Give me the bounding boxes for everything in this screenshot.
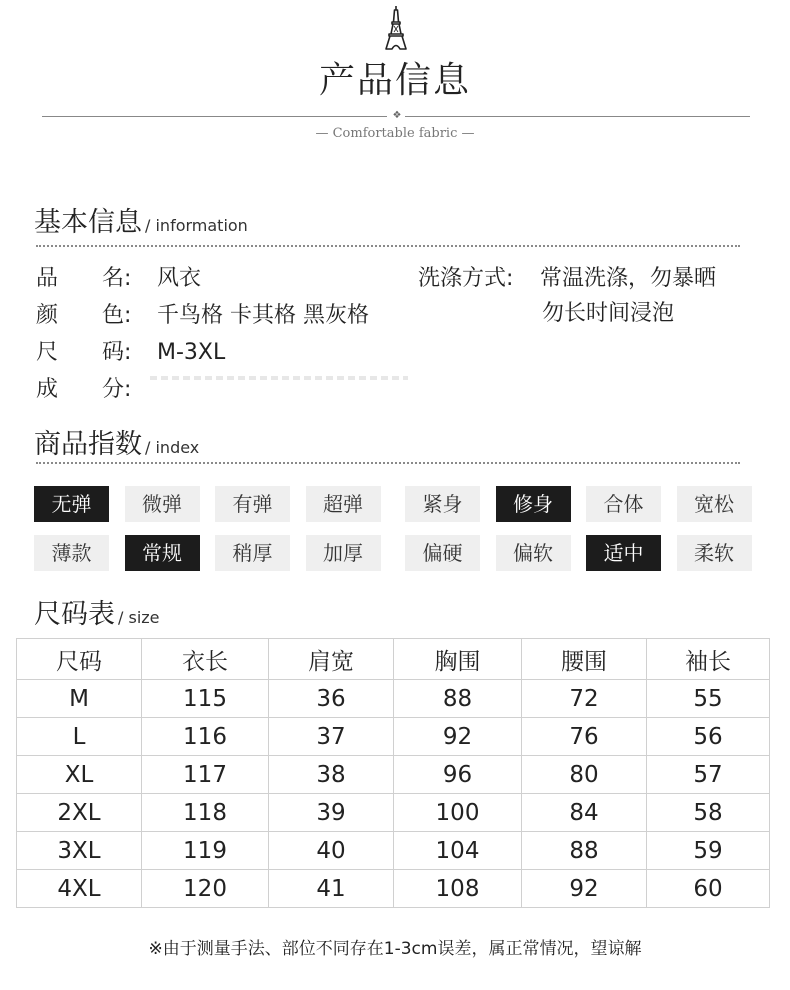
wash-label: 洗涤方式: xyxy=(418,266,514,291)
section-title-basic-en: / information xyxy=(145,216,248,235)
table-cell: 56 xyxy=(647,718,770,756)
option-fit-0: 紧身 xyxy=(405,486,480,522)
wash-value-line2: 勿长时间浸泡 xyxy=(542,301,675,326)
option-elasticity-0: 无弹 xyxy=(34,486,109,522)
table-cell: 80 xyxy=(522,756,647,794)
table-row xyxy=(17,718,770,756)
section-title-index-en: / index xyxy=(145,438,200,457)
divider xyxy=(405,116,750,117)
material-label: 成 分: xyxy=(36,377,132,402)
option-thickness-2: 稍厚 xyxy=(215,535,290,571)
table-header-cell: 袖长 xyxy=(647,639,770,680)
table-row xyxy=(17,794,770,832)
color-value: 千鸟格 卡其格 黑灰格 xyxy=(157,303,369,328)
section-title-basic-cn: 基本信息 xyxy=(34,207,142,238)
section-title-index-cn: 商品指数 xyxy=(34,429,142,460)
table-cell: 72 xyxy=(522,680,647,718)
table-cell: 40 xyxy=(269,832,394,870)
option-elasticity-1: 微弹 xyxy=(125,486,200,522)
table-cell: 38 xyxy=(269,756,394,794)
table-row xyxy=(17,680,770,718)
eiffel-tower-icon xyxy=(383,6,409,50)
table-cell: 116 xyxy=(142,718,269,756)
option-elasticity-3: 超弹 xyxy=(306,486,381,522)
option-fit-3: 宽松 xyxy=(677,486,752,522)
diamond-ornament-icon: ❖ xyxy=(392,110,402,121)
table-cell: 60 xyxy=(647,870,770,908)
table-cell: 58 xyxy=(647,794,770,832)
option-softness-1: 偏软 xyxy=(496,535,571,571)
wash-value-line1: 常温洗涤，勿暴晒 xyxy=(540,266,717,291)
table-header-cell: 腰围 xyxy=(522,639,647,680)
table-cell: 3XL xyxy=(17,832,142,870)
option-thickness-1: 常规 xyxy=(125,535,200,571)
measurement-note: ※由于测量手法、部位不同存在1-3cm误差，属正常情况，望谅解 xyxy=(148,939,642,959)
dotted-divider xyxy=(36,245,740,247)
option-fit-1: 修身 xyxy=(496,486,571,522)
table-header-cell: 胸围 xyxy=(394,639,522,680)
table-header-cell: 衣长 xyxy=(142,639,269,680)
table-cell: 55 xyxy=(647,680,770,718)
table-cell: 115 xyxy=(142,680,269,718)
option-thickness-0: 薄款 xyxy=(34,535,109,571)
table-row xyxy=(17,870,770,908)
table-cell: 92 xyxy=(522,870,647,908)
table-cell: L xyxy=(17,718,142,756)
size-label: 尺 码: xyxy=(36,340,132,365)
option-softness-0: 偏硬 xyxy=(405,535,480,571)
table-cell: 84 xyxy=(522,794,647,832)
table-cell: 117 xyxy=(142,756,269,794)
section-title-index xyxy=(34,422,199,461)
color-label: 颜 色: xyxy=(36,303,132,328)
table-cell: 118 xyxy=(142,794,269,832)
table-cell: 88 xyxy=(522,832,647,870)
material-value-redacted xyxy=(150,376,408,380)
name-label: 品 名: xyxy=(36,266,132,291)
table-cell: 120 xyxy=(142,870,269,908)
dotted-divider xyxy=(36,462,740,464)
table-cell: 96 xyxy=(394,756,522,794)
section-title-size-en: / size xyxy=(118,608,160,627)
option-softness-3: 柔软 xyxy=(677,535,752,571)
option-elasticity-2: 有弹 xyxy=(215,486,290,522)
table-cell: 59 xyxy=(647,832,770,870)
table-row xyxy=(17,832,770,870)
page-subtitle: — Comfortable fabric — xyxy=(315,126,475,141)
page-title: 产品信息 xyxy=(318,60,471,101)
table-cell: 92 xyxy=(394,718,522,756)
table-cell: M xyxy=(17,680,142,718)
table-cell: 108 xyxy=(394,870,522,908)
table-cell: 76 xyxy=(522,718,647,756)
table-cell: 100 xyxy=(394,794,522,832)
table-cell: 2XL xyxy=(17,794,142,832)
table-header-row xyxy=(17,639,770,680)
table-cell: 104 xyxy=(394,832,522,870)
name-value: 风衣 xyxy=(157,266,202,291)
table-cell: 36 xyxy=(269,680,394,718)
table-cell: 39 xyxy=(269,794,394,832)
section-title-size xyxy=(34,592,160,631)
table-header-cell: 肩宽 xyxy=(269,639,394,680)
table-cell: 37 xyxy=(269,718,394,756)
option-softness-2: 适中 xyxy=(586,535,661,571)
table-cell: 4XL xyxy=(17,870,142,908)
size-value: M-3XL xyxy=(157,340,226,365)
table-cell: 88 xyxy=(394,680,522,718)
option-fit-2: 合体 xyxy=(586,486,661,522)
table-cell: 119 xyxy=(142,832,269,870)
option-thickness-3: 加厚 xyxy=(306,535,381,571)
section-title-basic xyxy=(34,200,248,239)
table-header-cell: 尺码 xyxy=(17,639,142,680)
section-title-size-cn: 尺码表 xyxy=(34,599,115,630)
size-table xyxy=(16,638,770,908)
table-cell: XL xyxy=(17,756,142,794)
table-cell: 41 xyxy=(269,870,394,908)
divider xyxy=(42,116,387,117)
table-cell: 57 xyxy=(647,756,770,794)
table-row xyxy=(17,756,770,794)
